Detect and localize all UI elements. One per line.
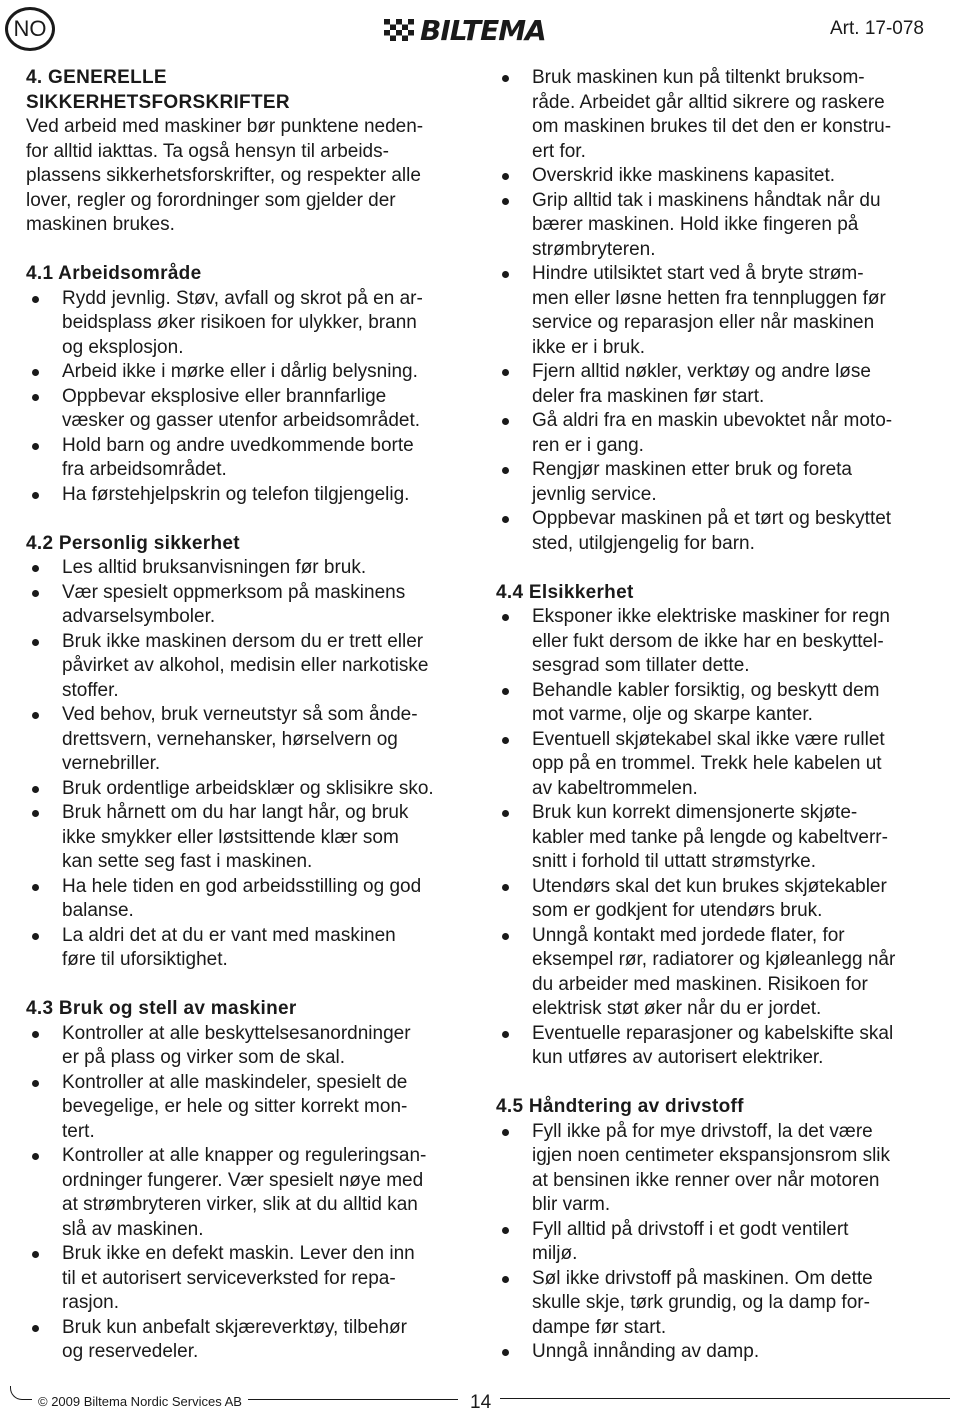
intro-line: for alltid iakttas. Ta også hensyn til arbeids- [26, 140, 389, 162]
footer-rule [500, 1398, 950, 1399]
list-item: Gå aldri fra en maskin ubevoktet når moto- ren er i gang. [496, 409, 936, 458]
list-item: Eventuelle reparasjoner og kabelskifte skal kun utføres av autorisert elektriker. [496, 1022, 936, 1071]
left-column [26, 66, 466, 1365]
list-item: Fyll ikke på for mye drivstoff, la det være igjen noen centimeter ekspansjonsrom slik at bensinen ikke renner over når motoren blir varm. [496, 1120, 936, 1218]
list-item: Ha førstehjelpskrin og telefon tilgjengelig. [26, 483, 466, 508]
list-item: Arbeid ikke i mørke eller i dårlig belysning. [26, 360, 466, 385]
list-item: Kontroller at alle beskyttelsesanordninger er på plass og virker som de skal. [26, 1022, 466, 1071]
section-4-2-title: 4.2 Personlig sikkerhet [26, 532, 240, 554]
list-item: Bruk kun korrekt dimensjonerte skjøte- kabler med tanke på lengde og kabeltverr- snitt i forhold til uttatt strømstyrke. [496, 801, 936, 875]
list-item: Kontroller at alle maskindeler, spesielt de bevegelige, er hele og sitter korrekt mon- tert. [26, 1071, 466, 1145]
page-footer [0, 1386, 960, 1414]
list-item: Fjern alltid nøkler, verktøy og andre løse deler fra maskinen før start. [496, 360, 936, 409]
list-item: Bruk hårnett om du har langt hår, og bruk ikke smykker eller løstsittende klær som kan sette seg fast i maskinen. [26, 801, 466, 875]
section-4-4-list [496, 605, 936, 1071]
language-badge: NO [5, 7, 55, 51]
checker-flag-icon [384, 19, 414, 41]
section-4-5-list [496, 1120, 936, 1365]
list-item: Rengjør maskinen etter bruk og foreta jevnlig service. [496, 458, 936, 507]
copyright-notice: © 2009 Biltema Nordic Services AB [32, 1394, 248, 1409]
page-number: 14 [470, 1392, 492, 1413]
section-4-title-line2: SIKKERHETSFORSKRIFTER [26, 91, 290, 113]
section-4-1-list [26, 287, 466, 508]
section-4-1-title: 4.1 Arbeidsområde [26, 263, 202, 284]
section-4-3-title: 4.3 Bruk og stell av maskiner [26, 998, 297, 1019]
list-item: Grip alltid tak i maskinens håndtak når du bærer maskinen. Hold ikke fingeren på strømbryteren. [496, 189, 936, 263]
list-item: Hold barn og andre uvedkommende borte fra arbeidsområdet. [26, 434, 466, 483]
list-item: La aldri det at du er vant med maskinen føre til uforsiktighet. [26, 924, 466, 973]
list-item: Bruk maskinen kun på tiltenkt bruksom- råde. Arbeidet går alltid sikrere og raskere om maskinen brukes til det den er konstru- ert for. [496, 66, 936, 164]
list-item: Kontroller at alle knapper og reguleringsan- ordninger fungerer. Vær spesielt nøye med at strømbryteren virker, slik at du alltid kan slå av maskinen. [26, 1144, 466, 1242]
list-item: Bruk ikke en defekt maskin. Lever den inn til et autorisert serviceverksted for repa- rasjon. [26, 1242, 466, 1316]
right-column [496, 66, 936, 1365]
list-item: Overskrid ikke maskinens kapasitet. [496, 164, 936, 189]
page-header [0, 0, 960, 62]
section-4-3-list-continued [496, 66, 936, 556]
list-item: Oppbevar eksplosive eller brannfarlige væsker og gasser utenfor arbeidsområdet. [26, 385, 466, 434]
list-item: Bruk ikke maskinen dersom du er trett eller påvirket av alkohol, medisin eller narkotiske stoffer. [26, 630, 466, 704]
list-item: Eksponer ikke elektriske maskiner for regn eller fukt dersom de ikke har en beskyttel- sesgrad som tillater dette. [496, 605, 936, 679]
article-number: Art. 17-078 [830, 18, 924, 39]
list-item: Oppbevar maskinen på et tørt og beskyttet sted, utilgjengelig for barn. [496, 507, 936, 556]
section-4-4-title: 4.4 Elsikkerhet [496, 581, 634, 603]
intro-line: plassens sikkerhetsforskrifter, og respekter alle [26, 165, 421, 186]
list-item: Vær spesielt oppmerksom på maskinens advarselsymboler. [26, 581, 466, 630]
list-item: Ved behov, bruk verneutstyr så som ånde- drettsvern, vernehansker, hørselvern og vernebriller. [26, 703, 466, 777]
list-item: Bruk kun anbefalt skjæreverktøy, tilbehør og reservedeler. [26, 1316, 466, 1365]
logo-wordmark: BILTEMA [420, 13, 546, 47]
list-item: Unngå innånding av damp. [496, 1340, 936, 1365]
list-item: Behandle kabler forsiktig, og beskytt dem mot varme, olje og skarpe kanter. [496, 679, 936, 728]
list-item: Les alltid bruksanvisningen før bruk. [26, 556, 466, 581]
intro-line: Ved arbeid med maskiner bør punktene neden- [26, 116, 424, 137]
intro-line: lover, regler og forordninger som gjelder der [26, 189, 396, 211]
list-item: Unngå kontakt med jordede flater, for eksempel rør, radiatorer og kjøleanlegg når du arbeider med maskinen. Risikoen for elektrisk støt øker når du er jordet. [496, 924, 936, 1022]
section-4-intro [26, 115, 466, 238]
list-item: Hindre utilsiktet start ved å bryte strøm- men eller løsne hetten fra tennpluggen før service og reparasjon eller når maskinen ikke er i bruk. [496, 262, 936, 360]
list-item: Fyll alltid på drivstoff i et godt ventilert miljø. [496, 1218, 936, 1267]
list-item: Eventuell skjøtekabel skal ikke være rullet opp på en trommel. Trekk hele kabelen ut av kabeltrommelen. [496, 728, 936, 802]
brand-logo [384, 14, 578, 46]
section-4-2-list [26, 556, 466, 973]
intro-line: maskinen brukes. [26, 214, 175, 235]
list-item: Utendørs skal det kun brukes skjøtekabler som er godkjent for utendørs bruk. [496, 875, 936, 924]
section-4-3-list [26, 1022, 466, 1365]
section-4-title: 4. GENERELLE [26, 67, 167, 88]
list-item: Bruk ordentlige arbeidsklær og sklisikre sko. [26, 777, 466, 802]
section-4-5-title: 4.5 Håndtering av drivstoff [496, 1096, 744, 1117]
list-item: Ha hele tiden en god arbeidsstilling og god balanse. [26, 875, 466, 924]
list-item: Søl ikke drivstoff på maskinen. Om dette skulle skje, tørk grundig, og la damp for- dampe før start. [496, 1267, 936, 1341]
list-item: Rydd jevnlig. Støv, avfall og skrot på en ar- beidsplass øker risikoen for ulykker, brann og eksplosjon. [26, 287, 466, 361]
